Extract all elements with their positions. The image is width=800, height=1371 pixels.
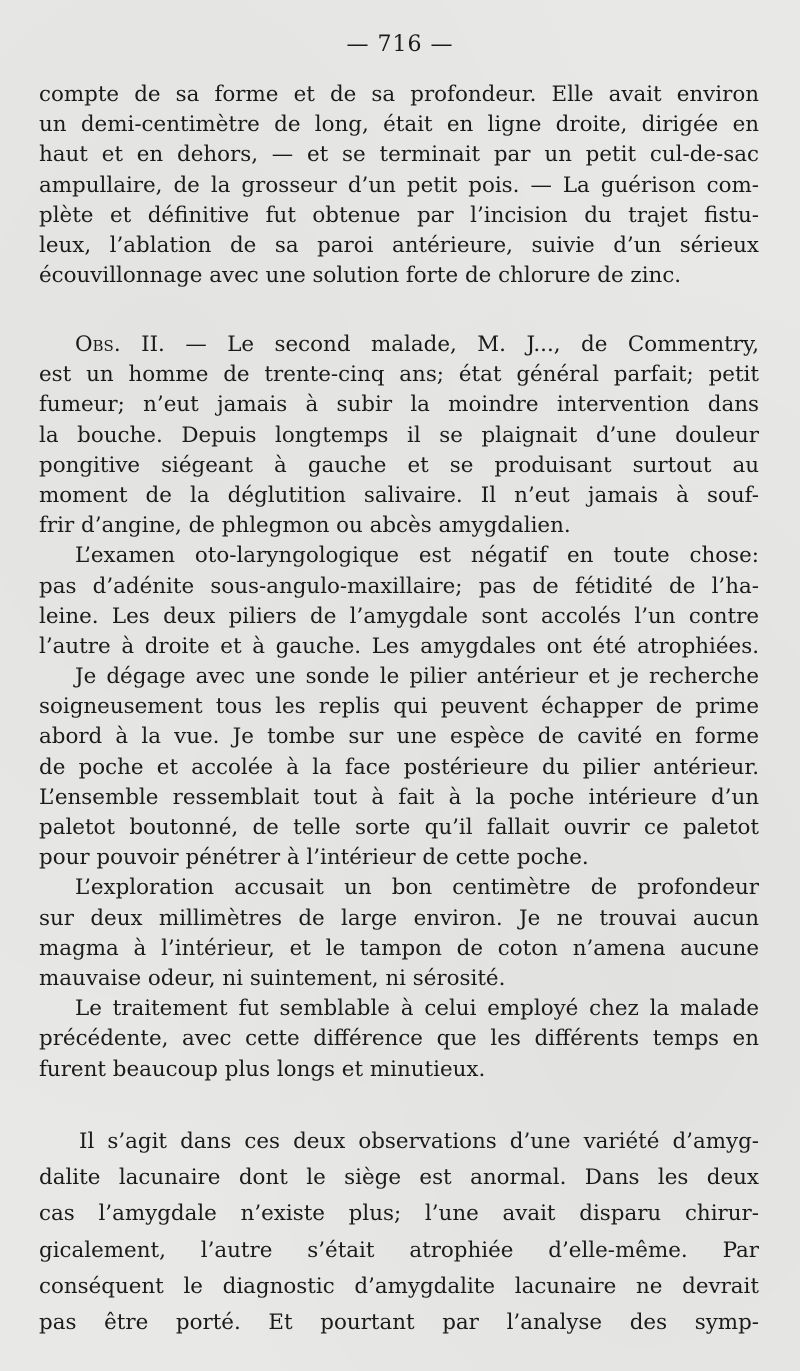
text-line: leine. Les deux piliers de l’amygdale sont accolés l’un contre <box>39 603 759 629</box>
observation-heading-line <box>39 330 759 360</box>
page-number: — 716 — <box>346 32 454 57</box>
text-line: frir d’angine, de phlegmon ou abcès amygdalien. <box>39 513 571 539</box>
text-line: pongitive siégeant à gauche et se produisant surtout au <box>39 452 759 478</box>
text-line: L’ensemble ressemblait tout à fait à la poche intérieure d’un <box>39 784 759 810</box>
text-line: paletot boutonné, de telle sorte qu’il fallait ouvrir ce paletot <box>39 815 759 840</box>
text-line: gicalement, l’autre s’était atrophiée d’elle-même. Par <box>39 1237 759 1263</box>
text-line: haut et en dehors, — et se terminait par un petit cul-de-sac <box>39 142 759 168</box>
text-line: écouvillonnage avec une solution forte de chlorure de zinc. <box>39 263 682 289</box>
text-line: la bouche. Depuis longtemps il se plaignait d’une douleur <box>39 422 759 448</box>
text-line: pas être porté. Et pourtant par l’analyse des symp- <box>39 1309 759 1335</box>
text-line: Il s’agit dans ces deux observations d’une variété d’amyg- <box>79 1129 759 1154</box>
text-line: cas l’amygdale n’existe plus; l’une avait disparu chirur- <box>39 1201 759 1227</box>
observation-label: Obs. II. <box>75 332 165 357</box>
text-line: précédente, avec cette différence que les différents temps en <box>39 1026 759 1052</box>
text-line: compte de sa forme et de sa profondeur. Elle avait environ <box>39 82 759 107</box>
text-line: abord à la vue. Je tombe sur une espèce de cavité en forme <box>39 724 759 750</box>
text-line: pour pouvoir pénétrer à l’intérieur de cette poche. <box>39 845 589 871</box>
text-line: sur deux millimètres de large environ. Je ne trouvai aucun <box>39 905 759 931</box>
text-line: plète et définitive fut obtenue par l’incision du trajet fistu- <box>39 202 759 228</box>
paragraph-continuation <box>39 80 759 291</box>
text-line: moment de la déglutition salivaire. Il n’eut jamais à souf- <box>39 482 759 508</box>
text-line: magma à l’intérieur, et le tampon de coton n’amena aucune <box>39 935 759 961</box>
text-line: fumeur; n’eut jamais à subir la moindre intervention dans <box>39 392 759 418</box>
text-line: conséquent le diagnostic d’amygdalite lacunaire ne devrait <box>39 1273 759 1299</box>
text-line: leux, l’ablation de sa paroi antérieure, suivie d’un sérieux <box>39 232 759 258</box>
text-line: l’autre à droite et à gauche. Les amygdales ont été atrophiées. <box>39 633 759 659</box>
text-line: soigneusement tous les replis qui peuvent échapper de prime <box>39 694 759 720</box>
text-line: L’exploration accusait un bon centimètre de profondeur <box>75 875 759 901</box>
text-line: ampullaire, de la grosseur d’un petit pois. — La guérison com- <box>39 172 759 198</box>
text-line: pas d’adénite sous-angulo-maxillaire; pas de fétidité de l’ha- <box>39 573 759 599</box>
text-line: Le traitement fut semblable à celui employé chez la malade <box>75 996 759 1022</box>
text-line: Je dégage avec une sonde le pilier antérieur et je recherche <box>75 664 759 690</box>
text-line: — Le second malade, M. J..., de Commentry, <box>164 332 759 357</box>
text-line: mauvaise odeur, ni suintement, ni sérosité. <box>39 965 506 991</box>
discussion-paragraph <box>39 1124 759 1341</box>
text-line: L’examen oto-laryngologique est négatif en toute chose: <box>75 543 759 569</box>
text-line: un demi-centimètre de long, était en ligne droite, dirigée en <box>39 112 759 138</box>
text-line: dalite lacunaire dont le siège est anormal. Dans les deux <box>39 1165 759 1191</box>
text-line: est un homme de trente-cinq ans; état général parfait; petit <box>39 362 759 388</box>
text-line: de poche et accolée à la face postérieure du pilier antérieur. <box>39 754 759 780</box>
observation-section <box>39 330 759 1085</box>
text-line: furent beaucoup plus longs et minutieux. <box>39 1056 486 1082</box>
